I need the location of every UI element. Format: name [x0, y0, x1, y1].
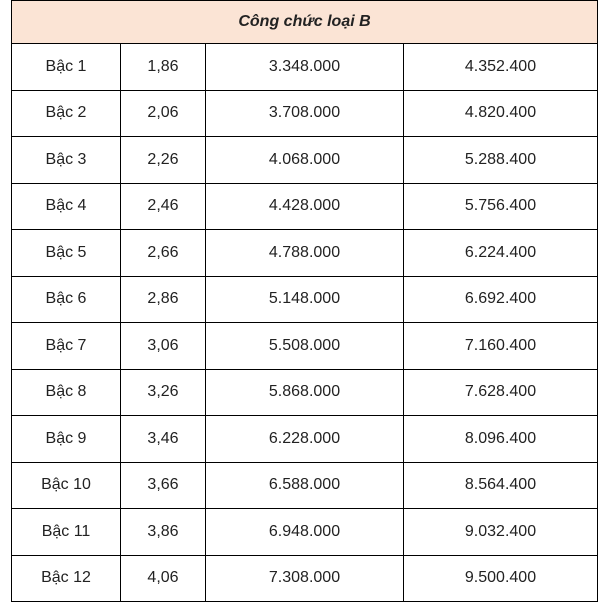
- total-salary-cell: 4.820.400: [404, 90, 598, 137]
- table-row: [12, 230, 598, 277]
- table-row: [12, 369, 598, 416]
- coefficient-cell: 3,06: [121, 323, 206, 370]
- total-salary-cell: 7.160.400: [404, 323, 598, 370]
- total-salary-cell: 5.288.400: [404, 137, 598, 184]
- table-row: [12, 555, 598, 602]
- total-salary-cell: 8.096.400: [404, 416, 598, 463]
- coefficient-cell: 2,06: [121, 90, 206, 137]
- salary-cell: 4.068.000: [206, 137, 404, 184]
- table-row: [12, 183, 598, 230]
- salary-cell: 7.308.000: [206, 555, 404, 602]
- coefficient-cell: 2,66: [121, 230, 206, 277]
- rank-cell: Bậc 10: [12, 462, 121, 509]
- salary-cell: 5.868.000: [206, 369, 404, 416]
- coefficient-cell: 3,86: [121, 509, 206, 556]
- coefficient-cell: 3,46: [121, 416, 206, 463]
- table-row: [12, 44, 598, 91]
- table-row: [12, 509, 598, 556]
- salary-cell: 6.588.000: [206, 462, 404, 509]
- rank-cell: Bậc 7: [12, 323, 121, 370]
- coefficient-cell: 3,66: [121, 462, 206, 509]
- salary-cell: 3.708.000: [206, 90, 404, 137]
- salary-cell: 6.228.000: [206, 416, 404, 463]
- rank-cell: Bậc 3: [12, 137, 121, 184]
- table-row: [12, 137, 598, 184]
- table-body: [12, 44, 598, 602]
- rank-cell: Bậc 6: [12, 276, 121, 323]
- rank-cell: Bậc 1: [12, 44, 121, 91]
- rank-cell: Bậc 5: [12, 230, 121, 277]
- table-row: [12, 416, 598, 463]
- coefficient-cell: 4,06: [121, 555, 206, 602]
- rank-cell: Bậc 4: [12, 183, 121, 230]
- salary-cell: 4.428.000: [206, 183, 404, 230]
- rank-cell: Bậc 2: [12, 90, 121, 137]
- table-row: [12, 462, 598, 509]
- coefficient-cell: 2,86: [121, 276, 206, 323]
- rank-cell: Bậc 8: [12, 369, 121, 416]
- table-row: [12, 323, 598, 370]
- rank-cell: Bậc 11: [12, 509, 121, 556]
- total-salary-cell: 9.032.400: [404, 509, 598, 556]
- table-row: [12, 276, 598, 323]
- table-title: Công chức loại B: [12, 1, 598, 44]
- coefficient-cell: 3,26: [121, 369, 206, 416]
- salary-table: [11, 0, 598, 602]
- salary-cell: 5.508.000: [206, 323, 404, 370]
- rank-cell: Bậc 9: [12, 416, 121, 463]
- salary-cell: 4.788.000: [206, 230, 404, 277]
- rank-cell: Bậc 12: [12, 555, 121, 602]
- total-salary-cell: 5.756.400: [404, 183, 598, 230]
- salary-cell: 5.148.000: [206, 276, 404, 323]
- coefficient-cell: 2,46: [121, 183, 206, 230]
- table-row: [12, 90, 598, 137]
- total-salary-cell: 8.564.400: [404, 462, 598, 509]
- coefficient-cell: 1,86: [121, 44, 206, 91]
- total-salary-cell: 7.628.400: [404, 369, 598, 416]
- total-salary-cell: 9.500.400: [404, 555, 598, 602]
- total-salary-cell: 6.692.400: [404, 276, 598, 323]
- total-salary-cell: 6.224.400: [404, 230, 598, 277]
- salary-cell: 3.348.000: [206, 44, 404, 91]
- salary-cell: 6.948.000: [206, 509, 404, 556]
- coefficient-cell: 2,26: [121, 137, 206, 184]
- table-header-row: [12, 1, 598, 44]
- total-salary-cell: 4.352.400: [404, 44, 598, 91]
